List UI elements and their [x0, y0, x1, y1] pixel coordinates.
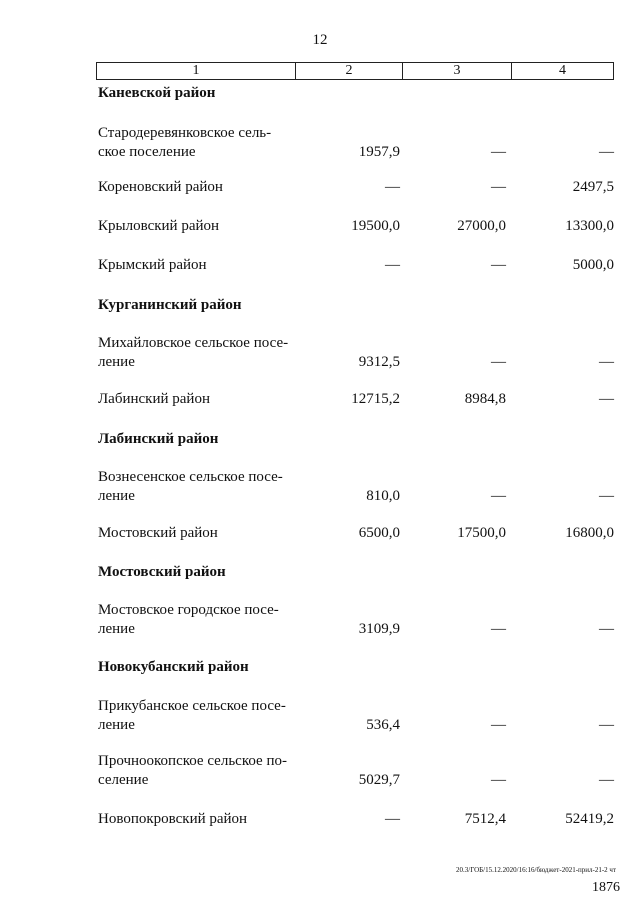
value-col-4: 5000,0 — [572, 257, 614, 273]
value-col-3: — — [491, 772, 506, 788]
district-name: Мостовский район — [98, 564, 226, 580]
value-col-2: 12715,2 — [351, 391, 400, 407]
row-name: Стародеревянковское сель- ское поселение — [98, 125, 272, 160]
page-number: 12 — [312, 32, 328, 48]
value-col-3: — — [491, 621, 506, 637]
row-name: Лабинский район — [98, 391, 210, 407]
row-name: Вознесенское сельское посе- ление — [98, 469, 283, 504]
value-col-4: — — [599, 144, 614, 160]
value-col-2: — — [385, 179, 400, 195]
value-col-4: — — [599, 717, 614, 733]
value-col-3: 17500,0 — [457, 525, 506, 541]
row-name: Новопокровский район — [98, 811, 248, 827]
value-col-3: 27000,0 — [457, 218, 506, 234]
value-col-4: 16800,0 — [565, 525, 614, 541]
header-col-4: 4 — [559, 63, 566, 78]
value-col-2: 9312,5 — [358, 354, 400, 370]
value-col-2: — — [385, 811, 400, 827]
value-col-3: — — [491, 488, 506, 504]
value-col-2: 3109,9 — [358, 621, 400, 637]
row-name: Прочноокопское сельское по- селение — [98, 753, 287, 788]
row-name: Михайловское сельское посе- ление — [98, 335, 289, 370]
table-header — [96, 62, 614, 80]
value-col-2: 810,0 — [366, 488, 400, 504]
row-name: Прикубанское сельское посе- ление — [98, 698, 286, 733]
header-col-1: 1 — [97, 63, 296, 79]
value-col-3: — — [491, 257, 506, 273]
district-name: Каневской район — [98, 85, 216, 101]
header-col-2: 2 — [296, 63, 403, 79]
value-col-2: 5029,7 — [358, 772, 400, 788]
district-name: Новокубанский район — [98, 659, 249, 675]
value-col-4: 52419,2 — [565, 811, 614, 827]
value-col-3: 8984,8 — [464, 391, 506, 407]
sheet-number: 1876 — [592, 880, 620, 895]
value-col-4: — — [599, 391, 614, 407]
row-name: Крымский район — [98, 257, 207, 273]
row-name: Мостовское городское посе- ление — [98, 602, 279, 637]
value-col-2: 536,4 — [366, 717, 400, 733]
district-name: Курганинский район — [98, 297, 242, 313]
value-col-4: — — [599, 772, 614, 788]
value-col-3: — — [491, 144, 506, 160]
value-col-3: 7512,4 — [464, 811, 506, 827]
value-col-3: — — [491, 354, 506, 370]
value-col-3: — — [491, 179, 506, 195]
value-col-2: — — [385, 257, 400, 273]
value-col-4: — — [599, 354, 614, 370]
row-name: Мостовский район — [98, 525, 218, 541]
value-col-2: 6500,0 — [358, 525, 400, 541]
value-col-4: — — [599, 488, 614, 504]
value-col-2: 19500,0 — [351, 218, 400, 234]
value-col-3: — — [491, 717, 506, 733]
row-name: Кореновский район — [98, 179, 223, 195]
value-col-2: 1957,9 — [358, 144, 400, 160]
header-col-3: 3 — [403, 63, 512, 79]
document-code: 20.3/ГОБ/15.12.2020/16:16/бюджет-2021-прил-21-2 чт — [456, 866, 616, 874]
value-col-4: 2497,5 — [572, 179, 614, 195]
value-col-4: — — [599, 621, 614, 637]
district-name: Лабинский район — [98, 431, 219, 447]
row-name: Крыловский район — [98, 218, 220, 234]
value-col-4: 13300,0 — [565, 218, 614, 234]
